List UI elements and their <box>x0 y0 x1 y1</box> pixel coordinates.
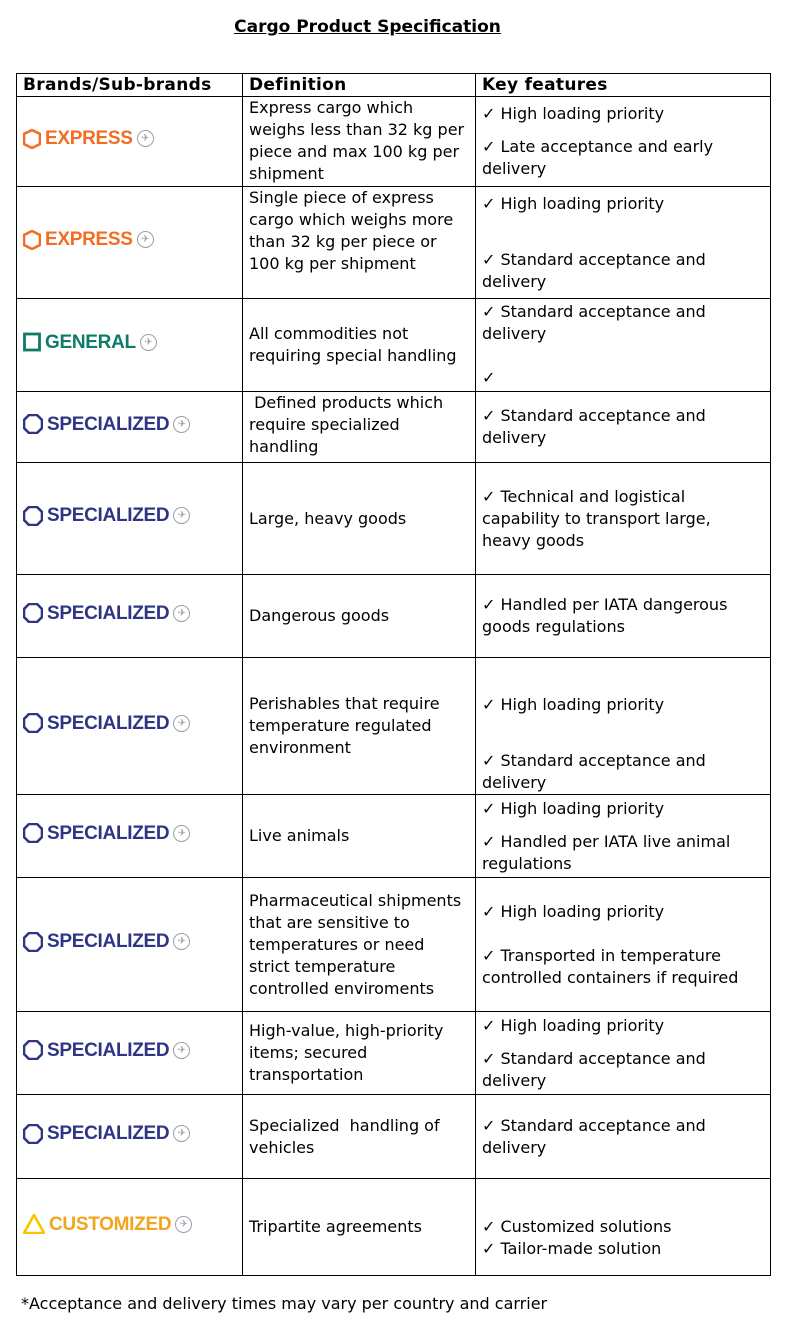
checkmark-icon: ✓ <box>482 798 501 818</box>
specialized-brand-logo <box>23 713 190 733</box>
key-features-cell <box>476 878 771 1012</box>
key-features-cell <box>476 392 771 463</box>
feature-item <box>482 1048 764 1092</box>
page-title: Cargo Product Specification <box>234 17 501 37</box>
feature-item <box>482 831 764 875</box>
key-features-cell <box>476 658 771 795</box>
feature-item <box>482 901 764 923</box>
brand-cell <box>17 392 243 463</box>
checkmark-icon: ✓ <box>482 831 501 851</box>
specialized-logo-mark-icon <box>23 603 43 623</box>
airplane-emblem-icon: ✈ <box>173 1125 190 1142</box>
brand-cell <box>17 299 243 392</box>
checkmark-icon: ✓ <box>482 1015 501 1035</box>
specialized-brand-logo <box>23 1040 190 1060</box>
specialized-logo-wordmark: SPECIALIZED <box>47 505 170 526</box>
checkmark-icon: ✓ <box>482 1217 501 1236</box>
express-logo-mark-icon <box>23 230 41 250</box>
brand-cell <box>17 575 243 658</box>
header-key-features: Key features <box>476 74 771 97</box>
definition-cell: Specialized handling of vehicles <box>243 1095 476 1179</box>
key-features-cell <box>476 299 771 392</box>
checkmark-icon: ✓ <box>482 104 501 123</box>
specialized-logo-wordmark: SPECIALIZED <box>47 413 170 435</box>
feature-text: High loading priority <box>500 193 665 213</box>
specialized-logo-wordmark: SPECIALIZED <box>47 1039 170 1061</box>
feature-text: High loading priority <box>500 798 665 818</box>
definition-cell: Large, heavy goods <box>243 463 476 575</box>
feature-text: High loading priority <box>500 694 665 714</box>
specialized-logo-wordmark: SPECIALIZED <box>47 712 170 734</box>
feature-text: Standard acceptance and delivery <box>482 1115 706 1157</box>
feature-item <box>482 750 764 794</box>
header-brands: Brands/Sub-brands <box>17 74 243 97</box>
airplane-emblem-icon: ✈ <box>173 416 190 433</box>
checkmark-icon: ✓ <box>482 750 501 770</box>
table-row <box>17 463 771 575</box>
feature-item <box>482 694 764 716</box>
feature-text: Tailor-made solution <box>500 1239 662 1258</box>
feature-text: Customized solutions <box>500 1217 672 1236</box>
brand-cell <box>17 187 243 299</box>
specialized-brand-logo <box>23 823 190 843</box>
feature-item <box>482 103 764 125</box>
checkmark-icon: ✓ <box>482 694 501 714</box>
checkmark-icon: ✓ <box>482 945 501 965</box>
checkmark-icon: ✓ <box>482 302 501 321</box>
feature-text: High loading priority <box>500 1015 665 1035</box>
checkmark-icon: ✓ <box>482 595 501 614</box>
feature-text: Standard acceptance and delivery <box>482 302 706 343</box>
general-brand-logo <box>23 332 157 352</box>
key-features-cell <box>476 97 771 187</box>
key-features-cell <box>476 1179 771 1276</box>
general-logo-mark-icon <box>23 332 41 352</box>
airplane-emblem-icon: ✈ <box>140 334 157 351</box>
table-row <box>17 878 771 1012</box>
express-logo-mark-icon <box>23 129 41 149</box>
checkmark-icon: ✓ <box>482 193 501 213</box>
airplane-emblem-icon: ✈ <box>137 130 154 147</box>
feature-item <box>482 798 764 820</box>
table-row <box>17 575 771 658</box>
customized-brand-logo <box>23 1214 192 1234</box>
definition-cell: Defined products which require specialized handling <box>243 392 476 463</box>
brand-cell <box>17 1179 243 1276</box>
specialized-logo-wordmark: SPECIALIZED <box>47 931 170 952</box>
table-row <box>17 187 771 299</box>
feature-text: Transported in temperature controlled containers if required <box>482 945 739 987</box>
feature-item <box>482 249 764 293</box>
specialized-brand-logo <box>23 932 190 952</box>
feature-item <box>482 367 764 389</box>
airplane-emblem-icon: ✈ <box>173 715 190 732</box>
checkmark-icon: ✓ <box>482 486 501 506</box>
key-features-cell <box>476 795 771 878</box>
feature-item <box>482 594 764 638</box>
definition-cell: Dangerous goods <box>243 575 476 658</box>
checkmark-icon: ✓ <box>482 137 501 156</box>
specialized-brand-logo <box>23 506 190 526</box>
specialized-logo-mark-icon <box>23 414 43 434</box>
airplane-emblem-icon: ✈ <box>173 825 190 842</box>
checkmark-icon: ✓ <box>482 368 496 387</box>
specialized-brand-logo <box>23 414 190 434</box>
express-logo-wordmark: EXPRESS <box>45 229 133 250</box>
specialized-logo-wordmark: SPECIALIZED <box>47 602 170 624</box>
express-brand-logo <box>23 230 154 250</box>
feature-text: High loading priority <box>500 901 665 921</box>
checkmark-icon: ✓ <box>482 1048 501 1068</box>
feature-text: Standard acceptance and delivery <box>482 249 706 291</box>
checkmark-icon: ✓ <box>482 901 501 921</box>
customized-logo-mark-icon <box>23 1214 45 1234</box>
brand-cell <box>17 463 243 575</box>
key-features-cell <box>476 1095 771 1179</box>
feature-item <box>482 1216 764 1238</box>
specialized-brand-logo <box>23 603 190 623</box>
table-row <box>17 299 771 392</box>
feature-item <box>482 1238 764 1260</box>
feature-text: Late acceptance and early delivery <box>482 137 714 178</box>
checkmark-icon: ✓ <box>482 406 501 425</box>
specialized-logo-wordmark: SPECIALIZED <box>47 1123 170 1144</box>
specialized-logo-mark-icon <box>23 932 43 952</box>
brand-cell <box>17 97 243 187</box>
airplane-emblem-icon: ✈ <box>173 507 190 524</box>
express-brand-logo <box>23 129 154 149</box>
footnote: *Acceptance and delivery times may vary per country and carrier <box>21 1294 548 1313</box>
feature-text: Standard acceptance and delivery <box>482 1048 706 1090</box>
feature-text: Standard acceptance and delivery <box>482 750 706 792</box>
feature-item <box>482 193 764 215</box>
definition-cell: All commodities not requiring special handling <box>243 299 476 392</box>
airplane-emblem-icon: ✈ <box>175 1216 192 1233</box>
feature-item <box>482 1115 764 1159</box>
table-row <box>17 97 771 187</box>
airplane-emblem-icon: ✈ <box>173 933 190 950</box>
brand-cell <box>17 795 243 878</box>
key-features-cell <box>476 1012 771 1095</box>
specialized-logo-mark-icon <box>23 1124 43 1144</box>
cargo-spec-table <box>16 73 771 1276</box>
airplane-emblem-icon: ✈ <box>173 1042 190 1059</box>
definition-cell: Pharmaceutical shipments that are sensitive to temperatures or need strict temperature controlled enviroments <box>243 878 476 1012</box>
specialized-logo-mark-icon <box>23 506 43 526</box>
specialized-logo-mark-icon <box>23 823 43 843</box>
feature-text: High loading priority <box>500 104 665 123</box>
definition-cell: Perishables that require temperature regulated environment <box>243 658 476 795</box>
feature-item <box>482 1015 764 1037</box>
feature-text: Handled per IATA live animal regulations <box>482 831 731 873</box>
definition-cell: High-value, high-priority items; secured transportation <box>243 1012 476 1095</box>
header-definition: Definition <box>243 74 476 97</box>
brand-cell <box>17 1012 243 1095</box>
definition-cell: Live animals <box>243 795 476 878</box>
key-features-cell <box>476 187 771 299</box>
specialized-logo-mark-icon <box>23 1040 43 1060</box>
checkmark-icon: ✓ <box>482 1239 501 1258</box>
feature-text: Technical and logistical capability to transport large, heavy goods <box>482 486 711 550</box>
feature-item <box>482 301 764 345</box>
checkmark-icon: ✓ <box>482 1115 501 1135</box>
key-features-cell <box>476 463 771 575</box>
feature-item <box>482 405 764 449</box>
general-logo-wordmark: GENERAL <box>45 331 136 353</box>
feature-item <box>482 486 764 552</box>
checkmark-icon: ✓ <box>482 249 501 269</box>
table-row <box>17 1012 771 1095</box>
specialized-brand-logo <box>23 1124 190 1144</box>
table-row <box>17 1095 771 1179</box>
express-logo-wordmark: EXPRESS <box>45 128 133 149</box>
key-features-cell <box>476 575 771 658</box>
airplane-emblem-icon: ✈ <box>173 605 190 622</box>
table-row <box>17 1179 771 1276</box>
feature-item <box>482 136 764 180</box>
table-row <box>17 392 771 463</box>
feature-text: Standard acceptance and delivery <box>482 406 706 447</box>
specialized-logo-wordmark: SPECIALIZED <box>47 822 170 844</box>
table-row <box>17 658 771 795</box>
table-header-row <box>17 74 771 97</box>
brand-cell <box>17 878 243 1012</box>
customized-logo-wordmark: CUSTOMIZED <box>49 1213 172 1235</box>
brand-cell <box>17 1095 243 1179</box>
feature-item <box>482 945 764 989</box>
definition-cell: Express cargo which weighs less than 32 kg per piece and max 100 kg per shipment <box>243 97 476 187</box>
airplane-emblem-icon: ✈ <box>137 231 154 248</box>
specialized-logo-mark-icon <box>23 713 43 733</box>
definition-cell: Single piece of express cargo which weighs more than 32 kg per piece or 100 kg per shipment <box>243 187 476 299</box>
table-row <box>17 795 771 878</box>
brand-cell <box>17 658 243 795</box>
definition-cell: Tripartite agreements <box>243 1179 476 1276</box>
feature-text: Handled per IATA dangerous goods regulations <box>482 595 728 636</box>
